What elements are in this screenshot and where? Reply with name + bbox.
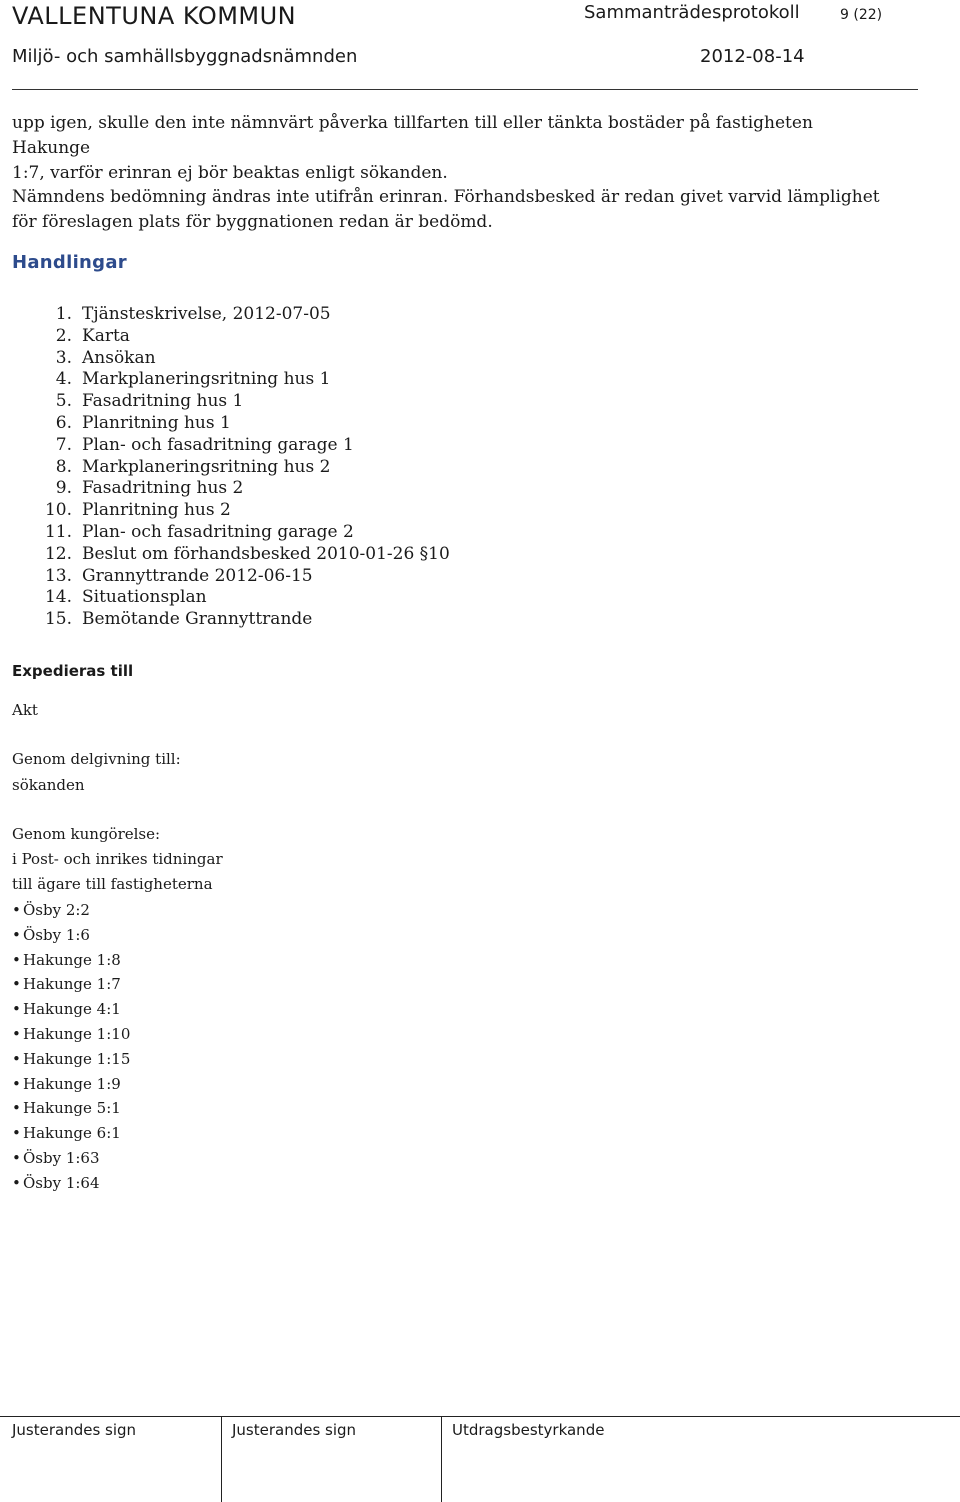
property-item xyxy=(12,997,130,1022)
document-title: Markplaneringsritning hus 2 xyxy=(82,456,331,477)
document-number: 9. xyxy=(55,478,72,499)
property-name: Hakunge 4:1 xyxy=(23,1000,121,1019)
property-item xyxy=(12,972,130,997)
document-number: 4. xyxy=(55,369,72,390)
document-title: Bemötande Grannyttrande xyxy=(82,609,313,630)
document-item xyxy=(38,435,450,457)
bullet-icon: • xyxy=(12,901,21,919)
meeting-date: 2012-08-14 xyxy=(700,46,805,67)
document-item xyxy=(38,522,450,544)
committee-name: Miljö- och samhällsbyggnadsnämnden xyxy=(12,46,358,67)
bullet-icon: • xyxy=(12,1173,21,1192)
document-title: Planritning hus 1 xyxy=(82,412,231,433)
document-title: Karta xyxy=(82,325,130,346)
document-title: Plan- och fasadritning garage 1 xyxy=(82,434,354,455)
document-number: 15. xyxy=(44,609,72,630)
property-item xyxy=(12,1171,130,1196)
property-name: Hakunge 1:8 xyxy=(23,950,121,969)
property-name: Hakunge 5:1 xyxy=(23,1099,121,1118)
document-item xyxy=(38,348,450,370)
delgivning-label: Genom delgivning till: xyxy=(12,750,181,768)
document-item xyxy=(38,391,450,413)
property-item xyxy=(12,898,130,923)
document-number: 3. xyxy=(55,347,72,368)
document-title: Beslut om förhandsbesked 2010-01-26 §10 xyxy=(82,543,450,564)
footer-divider xyxy=(221,1416,222,1502)
paragraph-1-line-2: 1:7, varför erinran ej bör beaktas enligt sökanden. xyxy=(12,163,448,183)
property-name: Hakunge 1:15 xyxy=(23,1049,131,1068)
property-item xyxy=(12,1072,130,1097)
signature-cell-2: Justerandes sign xyxy=(232,1421,357,1439)
bullet-icon: • xyxy=(12,1000,21,1019)
document-title: Situationsplan xyxy=(82,587,207,608)
document-item xyxy=(38,326,450,348)
document-number: 13. xyxy=(44,565,72,586)
document-item xyxy=(38,457,450,479)
document-title: Plan- och fasadritning garage 2 xyxy=(82,521,354,542)
document-title: Tjänsteskrivelse, 2012-07-05 xyxy=(82,304,331,324)
document-number: 5. xyxy=(55,391,72,412)
kungorelse-line-1: i Post- och inrikes tidningar xyxy=(12,850,223,868)
kungorelse-label: Genom kungörelse: xyxy=(12,825,161,843)
document-number: 7. xyxy=(55,434,72,455)
property-list xyxy=(12,898,130,1196)
footer-divider xyxy=(441,1416,442,1502)
document-number: 8. xyxy=(55,456,72,477)
paragraph-1-line-1: upp igen, skulle den inte nämnvärt påverka tillfarten till eller tänkta bostäder på fastigheten Hakunge xyxy=(12,113,813,158)
document-item xyxy=(38,304,450,326)
document-item xyxy=(38,566,450,588)
page-number: 9 (22) xyxy=(840,7,883,23)
document-number: 14. xyxy=(44,587,72,608)
document-number: 12. xyxy=(44,543,72,564)
property-item xyxy=(12,1146,130,1171)
delgivning-recipient: sökanden xyxy=(12,776,85,794)
distribution-heading: Expedieras till xyxy=(12,662,134,680)
document-item xyxy=(38,587,450,609)
bullet-icon: • xyxy=(12,1024,21,1043)
document-title: Grannyttrande 2012-06-15 xyxy=(82,565,313,586)
property-name: Ösby 1:64 xyxy=(23,1173,100,1192)
bullet-icon: • xyxy=(12,950,21,969)
document-item xyxy=(38,369,450,391)
property-name: Ösby 2:2 xyxy=(23,901,90,919)
document-number: 2. xyxy=(55,325,72,346)
document-title: Markplaneringsritning hus 1 xyxy=(82,369,331,390)
bullet-icon: • xyxy=(12,1099,21,1118)
document-title: Ansökan xyxy=(82,347,156,368)
document-number: 10. xyxy=(44,500,72,521)
bullet-icon: • xyxy=(12,1148,21,1167)
bullet-icon: • xyxy=(12,1049,21,1068)
bullet-icon: • xyxy=(12,1124,21,1143)
bullet-icon: • xyxy=(12,975,21,994)
document-type: Sammanträdesprotokoll xyxy=(584,2,800,23)
documents-list xyxy=(38,304,450,631)
property-name: Ösby 1:6 xyxy=(23,925,90,944)
document-item xyxy=(38,478,450,500)
document-title: Planritning hus 2 xyxy=(82,500,231,521)
property-name: Hakunge 1:9 xyxy=(23,1074,121,1093)
property-item xyxy=(12,1022,130,1047)
bullet-icon: • xyxy=(12,1074,21,1093)
header-divider xyxy=(12,89,918,90)
paragraph-2 xyxy=(12,185,892,235)
property-item xyxy=(12,1096,130,1121)
footer-top-rule xyxy=(0,1416,960,1417)
document-item xyxy=(38,609,450,631)
document-item xyxy=(38,413,450,435)
property-item xyxy=(12,1121,130,1146)
document-number: 1. xyxy=(55,304,72,324)
signature-cell-1: Justerandes sign xyxy=(12,1421,137,1439)
document-item xyxy=(38,500,450,522)
paragraph-1 xyxy=(12,111,892,186)
document-number: 6. xyxy=(55,412,72,433)
document-item xyxy=(38,544,450,566)
section-heading-handlingar: Handlingar xyxy=(12,252,127,273)
document-title: Fasadritning hus 1 xyxy=(82,391,244,412)
document-title: Fasadritning hus 2 xyxy=(82,478,244,499)
property-name: Hakunge 1:7 xyxy=(23,975,121,994)
property-name: Ösby 1:63 xyxy=(23,1148,100,1167)
distribution-akt: Akt xyxy=(12,701,38,719)
bullet-icon: • xyxy=(12,925,21,944)
property-item xyxy=(12,948,130,973)
organization-name: VALLENTUNA KOMMUN xyxy=(12,2,297,30)
paragraph-2-line-1: Nämndens bedömning ändras inte utifrån erinran. Förhandsbesked är redan givet varvid lämplighet xyxy=(12,187,880,207)
property-name: Hakunge 1:10 xyxy=(23,1024,131,1043)
signature-cell-3: Utdragsbestyrkande xyxy=(452,1421,605,1439)
signature-footer xyxy=(0,1416,960,1502)
kungorelse-line-2: till ägare till fastigheterna xyxy=(12,875,213,893)
paragraph-2-line-2: för föreslagen plats för byggnationen redan är bedömd. xyxy=(12,212,493,232)
property-item xyxy=(12,923,130,948)
property-name: Hakunge 6:1 xyxy=(23,1124,121,1143)
property-item xyxy=(12,1047,130,1072)
document-number: 11. xyxy=(44,521,72,542)
